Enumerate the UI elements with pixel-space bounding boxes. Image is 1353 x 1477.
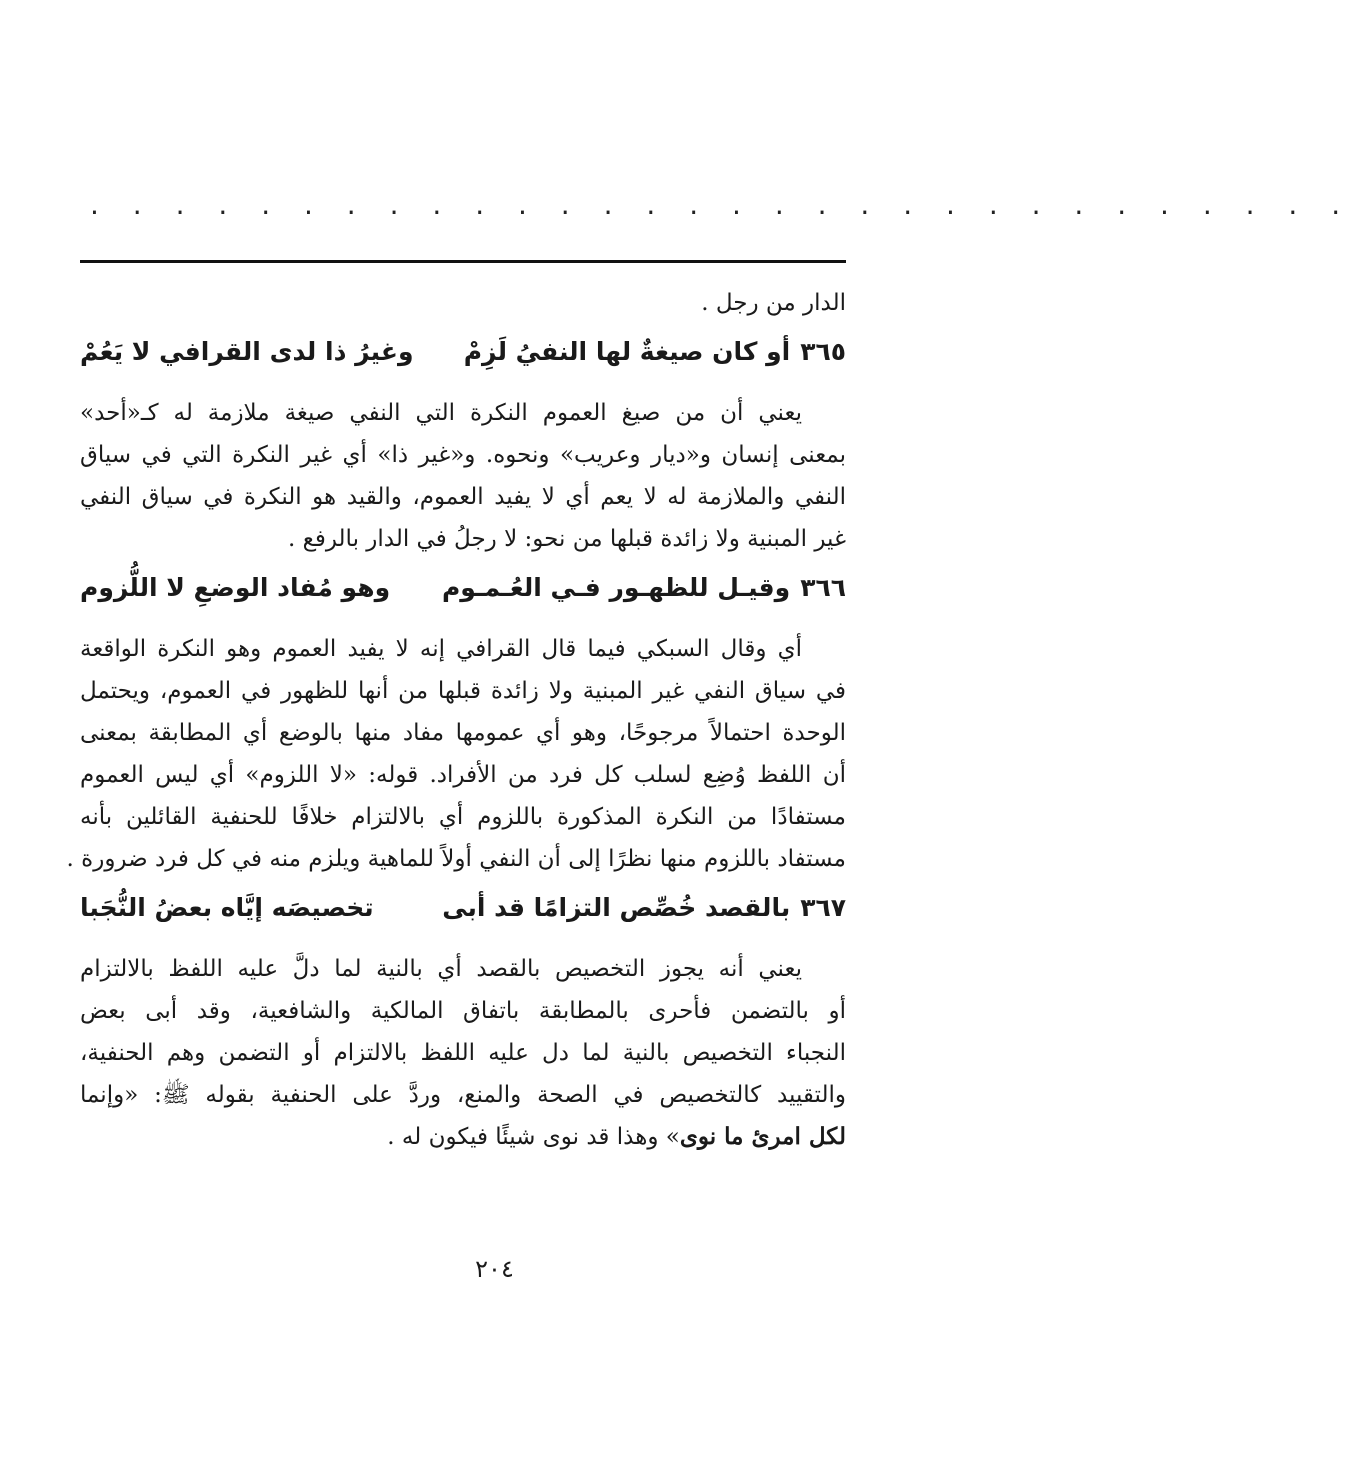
paragraph-line: غير المبنية ولا زائدة قبلها من نحو: لا رجلُ في الدار بالرفع .	[288, 526, 846, 552]
verse-second-hemistich: وغيرُ ذا لدى القرافي لا يَعُمْ	[80, 337, 414, 366]
verse-number: ٣٦٦	[800, 573, 846, 602]
verse-number: ٣٦٧	[800, 893, 846, 922]
paragraph-line: بمعنى إنسان و«ديار وعريب» ونحوه. و«غير ذا» أي غير النكرة التي في سياق	[80, 442, 846, 468]
paragraph-line: أي وقال السبكي فيما قال القرافي إنه لا يفيد العموم وهو النكرة الواقعة	[80, 636, 802, 662]
paragraph-line: أو بالتضمن فأحرى بالمطابقة باتفاق المالكية والشافعية، وقد أبى بعض	[80, 998, 846, 1024]
verse-number: ٣٦٥	[800, 337, 846, 366]
verse-366	[80, 564, 846, 612]
paragraph-line: في سياق النفي غير المبنية ولا زائدة قبلها من أنها للظهور في العموم، ويحتمل	[80, 678, 846, 704]
page-number: ٢٠٤	[475, 1255, 514, 1283]
paragraph-line: النجباء التخصيص بالنية لما دل عليه اللفظ بالالتزام أو التضمن وهم الحنفية،	[80, 1040, 846, 1066]
commentary-paragraph-366	[66, 628, 846, 880]
paragraph-line-rest: » وهذا قد نوى شيئًا فيكون له .	[387, 1124, 680, 1150]
paragraph-line: مستفاد باللزوم منها نظرًا إلى أن النفي أولاً للماهية ويلزم منه في كل فرد ضرورة .	[66, 846, 846, 872]
verse-367	[80, 884, 846, 932]
intro-line: الدار من رجل .	[701, 290, 846, 316]
paragraph-line: أن اللفظ وُضِع لسلب كل فرد من الأفراد. قوله: «لا اللزوم» أي ليس العموم	[80, 762, 846, 788]
verse-first-hemistich: وقيـل للظهـور فـي العُـمـوم	[441, 573, 791, 602]
horizontal-rule	[80, 260, 846, 263]
paragraph-line: الوحدة احتمالاً مرجوحًا، وهو أي عمومها مفاد منها بالوضع أي المطابقة بمعنى	[80, 720, 846, 746]
paragraph-last-line	[80, 1116, 846, 1158]
paragraph-line: مستفادًا من النكرة المذكورة باللزوم أي بالالتزام خلافًا للحنفية القائلين بأنه	[80, 804, 846, 830]
page-body	[66, 282, 846, 1158]
hadith-quote: لكل امرئ ما نوى	[679, 1123, 846, 1150]
paragraph-line: يعني أن من صيغ العموم النكرة التي النفي صيغة ملازمة له كـ«أحد»	[80, 400, 802, 426]
verse-second-hemistich: وهو مُفاد الوضعِ لا اللُّزوم	[80, 573, 391, 602]
verse-365	[80, 328, 846, 376]
commentary-paragraph-367	[80, 948, 846, 1158]
verse-first-hemistich: بالقصد خُصِّص التزامًا قد أبى	[442, 893, 791, 922]
paragraph-line: النفي والملازمة له لا يعم أي لا يفيد العموم، والقيد هو النكرة في سياق النفي	[80, 484, 846, 510]
verse-first-hemistich: أو كان صيغةٌ لها النفيُ لَزِمْ	[463, 337, 791, 366]
verse-second-hemistich: تخصيصَه إيَّاه بعضُ النُّجَبا	[80, 893, 374, 922]
commentary-paragraph-365	[80, 392, 846, 560]
paragraph-line: يعني أنه يجوز التخصيص بالقصد أي بالنية لما دلَّ عليه اللفظ بالالتزام	[80, 956, 802, 982]
paragraph-line: والتقييد كالتخصيص في الصحة والمنع، وردَّ على الحنفية بقوله ﷺ: «وإنما	[80, 1082, 846, 1108]
dotted-separator: . . . . . . . . . . . . . . . . . . . . . . . . . . . . . .	[90, 188, 1353, 221]
